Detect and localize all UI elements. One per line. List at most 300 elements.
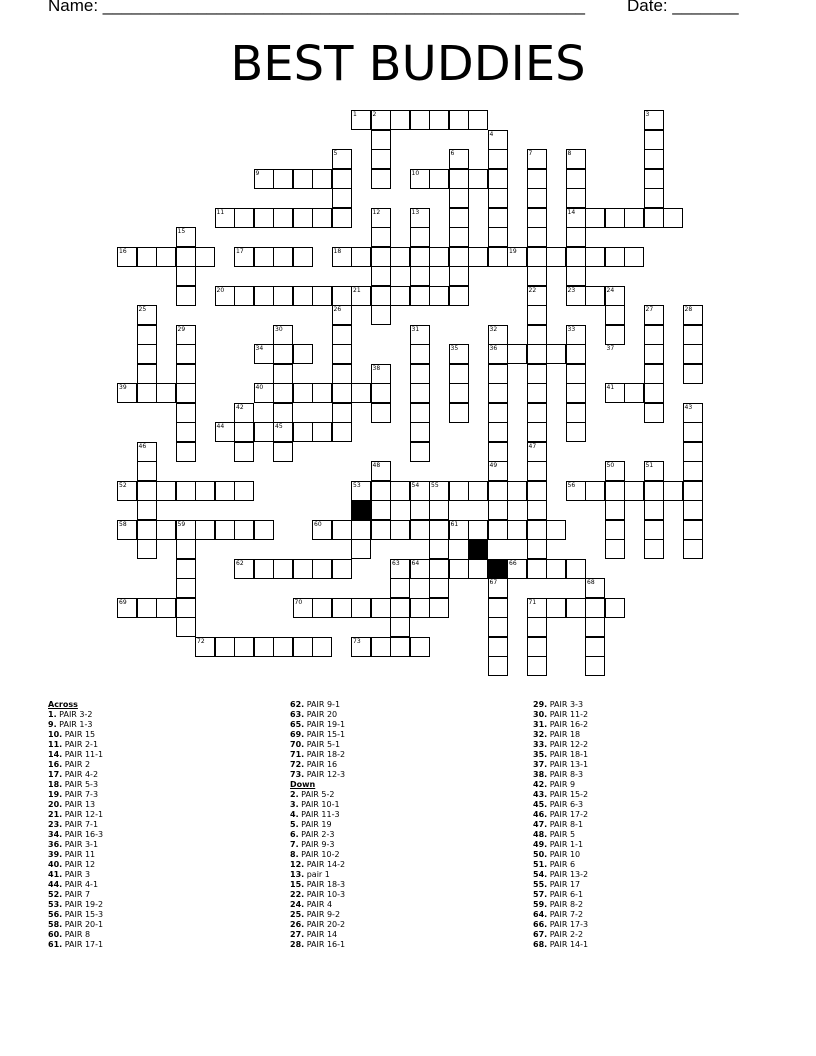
grid-cell[interactable] bbox=[488, 364, 508, 384]
grid-cell[interactable] bbox=[546, 559, 566, 579]
grid-cell[interactable] bbox=[683, 422, 703, 442]
grid-cell[interactable] bbox=[507, 559, 527, 579]
grid-cell[interactable] bbox=[566, 286, 586, 306]
grid-cell[interactable] bbox=[371, 637, 391, 657]
grid-cell[interactable] bbox=[293, 344, 313, 364]
grid-cell[interactable] bbox=[585, 247, 605, 267]
grid-cell[interactable] bbox=[215, 286, 235, 306]
grid-cell[interactable] bbox=[371, 227, 391, 247]
grid-cell[interactable] bbox=[234, 442, 254, 462]
grid-cell[interactable] bbox=[332, 325, 352, 345]
grid-cell[interactable] bbox=[644, 344, 664, 364]
grid-cell[interactable] bbox=[390, 247, 410, 267]
grid-cell[interactable] bbox=[234, 403, 254, 423]
grid-cell[interactable] bbox=[176, 344, 196, 364]
grid-cell[interactable] bbox=[273, 559, 293, 579]
grid-cell[interactable] bbox=[351, 110, 371, 130]
grid-cell[interactable] bbox=[371, 305, 391, 325]
grid-cell[interactable] bbox=[410, 266, 430, 286]
grid-cell[interactable] bbox=[468, 110, 488, 130]
grid-cell[interactable] bbox=[137, 364, 157, 384]
grid-cell[interactable] bbox=[566, 325, 586, 345]
grid-cell[interactable] bbox=[234, 247, 254, 267]
grid-cell[interactable] bbox=[449, 169, 469, 189]
grid-cell[interactable] bbox=[273, 442, 293, 462]
grid-cell[interactable] bbox=[488, 422, 508, 442]
grid-cell[interactable] bbox=[410, 169, 430, 189]
grid-cell[interactable] bbox=[254, 247, 274, 267]
grid-cell[interactable] bbox=[527, 305, 547, 325]
grid-cell[interactable] bbox=[293, 559, 313, 579]
grid-cell[interactable] bbox=[156, 481, 176, 501]
grid-cell[interactable] bbox=[488, 656, 508, 676]
grid-cell[interactable] bbox=[332, 364, 352, 384]
grid-cell[interactable] bbox=[644, 500, 664, 520]
grid-cell[interactable] bbox=[566, 403, 586, 423]
grid-cell[interactable] bbox=[410, 481, 430, 501]
grid-cell[interactable] bbox=[195, 481, 215, 501]
grid-cell[interactable] bbox=[293, 422, 313, 442]
grid-cell[interactable] bbox=[449, 344, 469, 364]
grid-cell[interactable] bbox=[644, 325, 664, 345]
grid-cell[interactable] bbox=[117, 247, 137, 267]
grid-cell[interactable] bbox=[488, 227, 508, 247]
grid-cell[interactable] bbox=[449, 266, 469, 286]
grid-cell[interactable] bbox=[390, 110, 410, 130]
grid-cell[interactable] bbox=[176, 520, 196, 540]
grid-cell[interactable] bbox=[683, 344, 703, 364]
grid-cell[interactable] bbox=[390, 559, 410, 579]
grid-cell[interactable] bbox=[410, 422, 430, 442]
grid-cell[interactable] bbox=[566, 169, 586, 189]
grid-cell[interactable] bbox=[683, 403, 703, 423]
grid-cell[interactable] bbox=[137, 481, 157, 501]
grid-cell[interactable] bbox=[332, 598, 352, 618]
grid-cell[interactable] bbox=[468, 247, 488, 267]
grid-cell[interactable] bbox=[527, 364, 547, 384]
grid-cell[interactable] bbox=[371, 130, 391, 150]
grid-cell[interactable] bbox=[234, 559, 254, 579]
grid-cell[interactable] bbox=[488, 344, 508, 364]
grid-cell[interactable] bbox=[566, 247, 586, 267]
grid-cell[interactable] bbox=[449, 149, 469, 169]
grid-cell[interactable] bbox=[293, 383, 313, 403]
grid-cell[interactable] bbox=[546, 344, 566, 364]
grid-cell[interactable] bbox=[137, 500, 157, 520]
grid-cell[interactable] bbox=[117, 520, 137, 540]
grid-cell[interactable] bbox=[273, 383, 293, 403]
grid-cell[interactable] bbox=[488, 461, 508, 481]
grid-cell[interactable] bbox=[351, 481, 371, 501]
grid-cell[interactable] bbox=[410, 247, 430, 267]
grid-cell[interactable] bbox=[527, 442, 547, 462]
grid-cell[interactable] bbox=[293, 637, 313, 657]
grid-cell[interactable] bbox=[137, 325, 157, 345]
grid-cell[interactable] bbox=[371, 169, 391, 189]
grid-cell[interactable] bbox=[332, 344, 352, 364]
grid-cell[interactable] bbox=[312, 559, 332, 579]
grid-cell[interactable] bbox=[527, 403, 547, 423]
grid-cell[interactable] bbox=[546, 247, 566, 267]
grid-cell[interactable] bbox=[566, 208, 586, 228]
grid-cell[interactable] bbox=[351, 286, 371, 306]
grid-cell[interactable] bbox=[156, 520, 176, 540]
grid-cell[interactable] bbox=[527, 637, 547, 657]
grid-cell[interactable] bbox=[176, 247, 196, 267]
grid-cell[interactable] bbox=[410, 364, 430, 384]
grid-cell[interactable] bbox=[527, 169, 547, 189]
grid-cell[interactable] bbox=[429, 578, 449, 598]
grid-cell[interactable] bbox=[176, 559, 196, 579]
grid-cell[interactable] bbox=[273, 247, 293, 267]
grid-cell[interactable] bbox=[176, 227, 196, 247]
grid-cell[interactable] bbox=[488, 598, 508, 618]
grid-cell[interactable] bbox=[176, 578, 196, 598]
grid-cell[interactable] bbox=[254, 383, 274, 403]
grid-cell[interactable] bbox=[507, 520, 527, 540]
grid-cell[interactable] bbox=[644, 403, 664, 423]
grid-cell[interactable] bbox=[605, 500, 625, 520]
grid-cell[interactable] bbox=[585, 637, 605, 657]
grid-cell[interactable] bbox=[644, 208, 664, 228]
grid-cell[interactable] bbox=[332, 188, 352, 208]
grid-cell[interactable] bbox=[644, 130, 664, 150]
grid-cell[interactable] bbox=[176, 383, 196, 403]
grid-cell[interactable] bbox=[410, 227, 430, 247]
grid-cell[interactable] bbox=[234, 637, 254, 657]
grid-cell[interactable] bbox=[527, 286, 547, 306]
grid-cell[interactable] bbox=[488, 188, 508, 208]
grid-cell[interactable] bbox=[351, 637, 371, 657]
grid-cell[interactable] bbox=[527, 188, 547, 208]
grid-cell[interactable] bbox=[312, 598, 332, 618]
grid-cell[interactable] bbox=[176, 598, 196, 618]
grid-cell[interactable] bbox=[410, 442, 430, 462]
grid-cell[interactable] bbox=[488, 520, 508, 540]
grid-cell[interactable] bbox=[176, 617, 196, 637]
grid-cell[interactable] bbox=[137, 539, 157, 559]
grid-cell[interactable] bbox=[624, 383, 644, 403]
grid-cell[interactable] bbox=[332, 286, 352, 306]
grid-cell[interactable] bbox=[468, 520, 488, 540]
grid-cell[interactable] bbox=[644, 364, 664, 384]
grid-cell[interactable] bbox=[644, 461, 664, 481]
grid-cell[interactable] bbox=[254, 559, 274, 579]
grid-cell[interactable] bbox=[488, 130, 508, 150]
grid-cell[interactable] bbox=[449, 227, 469, 247]
grid-cell[interactable] bbox=[351, 383, 371, 403]
grid-cell[interactable] bbox=[156, 247, 176, 267]
grid-cell[interactable] bbox=[234, 208, 254, 228]
grid-cell[interactable] bbox=[683, 461, 703, 481]
grid-cell[interactable] bbox=[546, 598, 566, 618]
grid-cell[interactable] bbox=[410, 520, 430, 540]
grid-cell[interactable] bbox=[332, 520, 352, 540]
grid-cell[interactable] bbox=[527, 500, 547, 520]
grid-cell[interactable] bbox=[410, 325, 430, 345]
grid-cell[interactable] bbox=[371, 461, 391, 481]
grid-cell[interactable] bbox=[527, 227, 547, 247]
grid-cell[interactable] bbox=[527, 539, 547, 559]
grid-cell[interactable] bbox=[585, 208, 605, 228]
grid-cell[interactable] bbox=[527, 617, 547, 637]
grid-cell[interactable] bbox=[390, 286, 410, 306]
grid-cell[interactable] bbox=[605, 286, 625, 306]
grid-cell[interactable] bbox=[429, 559, 449, 579]
grid-cell[interactable] bbox=[527, 383, 547, 403]
grid-cell[interactable] bbox=[468, 481, 488, 501]
grid-cell[interactable] bbox=[371, 383, 391, 403]
grid-cell[interactable] bbox=[585, 286, 605, 306]
grid-cell[interactable] bbox=[312, 208, 332, 228]
grid-cell[interactable] bbox=[449, 247, 469, 267]
grid-cell[interactable] bbox=[644, 520, 664, 540]
grid-cell[interactable] bbox=[273, 422, 293, 442]
grid-cell[interactable] bbox=[449, 286, 469, 306]
grid-cell[interactable] bbox=[273, 637, 293, 657]
grid-cell[interactable] bbox=[605, 305, 625, 325]
grid-cell[interactable] bbox=[234, 520, 254, 540]
grid-cell[interactable] bbox=[429, 500, 449, 520]
grid-cell[interactable] bbox=[410, 559, 430, 579]
grid-cell[interactable] bbox=[683, 481, 703, 501]
grid-cell[interactable] bbox=[195, 520, 215, 540]
grid-cell[interactable] bbox=[215, 637, 235, 657]
grid-cell[interactable] bbox=[273, 325, 293, 345]
grid-cell[interactable] bbox=[254, 344, 274, 364]
grid-cell[interactable] bbox=[215, 481, 235, 501]
grid-cell[interactable] bbox=[312, 422, 332, 442]
grid-cell[interactable] bbox=[410, 208, 430, 228]
grid-cell[interactable] bbox=[449, 110, 469, 130]
grid-cell[interactable] bbox=[468, 559, 488, 579]
grid-cell[interactable] bbox=[527, 266, 547, 286]
grid-cell[interactable] bbox=[254, 520, 274, 540]
grid-cell[interactable] bbox=[566, 227, 586, 247]
grid-cell[interactable] bbox=[332, 383, 352, 403]
grid-cell[interactable] bbox=[117, 383, 137, 403]
grid-cell[interactable] bbox=[273, 403, 293, 423]
grid-cell[interactable] bbox=[176, 266, 196, 286]
grid-cell[interactable] bbox=[644, 481, 664, 501]
grid-cell[interactable] bbox=[215, 422, 235, 442]
grid-cell[interactable] bbox=[332, 403, 352, 423]
grid-cell[interactable] bbox=[273, 344, 293, 364]
grid-cell[interactable] bbox=[449, 364, 469, 384]
grid-cell[interactable] bbox=[468, 169, 488, 189]
grid-cell[interactable] bbox=[137, 383, 157, 403]
grid-cell[interactable] bbox=[312, 637, 332, 657]
grid-cell[interactable] bbox=[624, 247, 644, 267]
grid-cell[interactable] bbox=[566, 149, 586, 169]
grid-cell[interactable] bbox=[527, 461, 547, 481]
grid-cell[interactable] bbox=[273, 364, 293, 384]
grid-cell[interactable] bbox=[410, 344, 430, 364]
grid-cell[interactable] bbox=[332, 305, 352, 325]
grid-cell[interactable] bbox=[410, 637, 430, 657]
grid-cell[interactable] bbox=[566, 598, 586, 618]
grid-cell[interactable] bbox=[429, 247, 449, 267]
grid-cell[interactable] bbox=[527, 422, 547, 442]
grid-cell[interactable] bbox=[332, 149, 352, 169]
grid-cell[interactable] bbox=[605, 481, 625, 501]
grid-cell[interactable] bbox=[312, 286, 332, 306]
grid-cell[interactable] bbox=[488, 637, 508, 657]
grid-cell[interactable] bbox=[371, 286, 391, 306]
grid-cell[interactable] bbox=[254, 422, 274, 442]
grid-cell[interactable] bbox=[449, 481, 469, 501]
grid-cell[interactable] bbox=[566, 481, 586, 501]
grid-cell[interactable] bbox=[605, 325, 625, 345]
grid-cell[interactable] bbox=[449, 403, 469, 423]
grid-cell[interactable] bbox=[176, 286, 196, 306]
grid-cell[interactable] bbox=[429, 481, 449, 501]
grid-cell[interactable] bbox=[273, 169, 293, 189]
grid-cell[interactable] bbox=[507, 481, 527, 501]
grid-cell[interactable] bbox=[117, 481, 137, 501]
grid-cell[interactable] bbox=[488, 383, 508, 403]
grid-cell[interactable] bbox=[449, 188, 469, 208]
grid-cell[interactable] bbox=[332, 169, 352, 189]
grid-cell[interactable] bbox=[234, 286, 254, 306]
grid-cell[interactable] bbox=[683, 305, 703, 325]
grid-cell[interactable] bbox=[293, 208, 313, 228]
grid-cell[interactable] bbox=[566, 383, 586, 403]
grid-cell[interactable] bbox=[254, 169, 274, 189]
grid-cell[interactable] bbox=[585, 578, 605, 598]
grid-cell[interactable] bbox=[254, 637, 274, 657]
grid-cell[interactable] bbox=[488, 169, 508, 189]
grid-cell[interactable] bbox=[527, 481, 547, 501]
grid-cell[interactable] bbox=[429, 520, 449, 540]
grid-cell[interactable] bbox=[234, 481, 254, 501]
grid-cell[interactable] bbox=[215, 208, 235, 228]
grid-cell[interactable] bbox=[488, 500, 508, 520]
grid-cell[interactable] bbox=[488, 481, 508, 501]
grid-cell[interactable] bbox=[371, 364, 391, 384]
grid-cell[interactable] bbox=[156, 383, 176, 403]
grid-cell[interactable] bbox=[566, 344, 586, 364]
grid-cell[interactable] bbox=[605, 247, 625, 267]
grid-cell[interactable] bbox=[312, 383, 332, 403]
grid-cell[interactable] bbox=[137, 598, 157, 618]
grid-cell[interactable] bbox=[605, 598, 625, 618]
grid-cell[interactable] bbox=[605, 520, 625, 540]
grid-cell[interactable] bbox=[410, 110, 430, 130]
grid-cell[interactable] bbox=[527, 247, 547, 267]
grid-cell[interactable] bbox=[293, 247, 313, 267]
grid-cell[interactable] bbox=[644, 188, 664, 208]
grid-cell[interactable] bbox=[644, 169, 664, 189]
grid-cell[interactable] bbox=[332, 247, 352, 267]
grid-cell[interactable] bbox=[332, 422, 352, 442]
grid-cell[interactable] bbox=[488, 578, 508, 598]
grid-cell[interactable] bbox=[176, 325, 196, 345]
grid-cell[interactable] bbox=[605, 539, 625, 559]
grid-cell[interactable] bbox=[663, 208, 683, 228]
grid-cell[interactable] bbox=[410, 383, 430, 403]
grid-cell[interactable] bbox=[371, 208, 391, 228]
grid-cell[interactable] bbox=[351, 539, 371, 559]
grid-cell[interactable] bbox=[137, 520, 157, 540]
grid-cell[interactable] bbox=[644, 383, 664, 403]
grid-cell[interactable] bbox=[293, 598, 313, 618]
grid-cell[interactable] bbox=[410, 598, 430, 618]
grid-cell[interactable] bbox=[195, 637, 215, 657]
grid-cell[interactable] bbox=[527, 208, 547, 228]
grid-cell[interactable] bbox=[137, 442, 157, 462]
grid-cell[interactable] bbox=[605, 383, 625, 403]
grid-cell[interactable] bbox=[644, 305, 664, 325]
grid-cell[interactable] bbox=[254, 208, 274, 228]
grid-cell[interactable] bbox=[156, 598, 176, 618]
grid-cell[interactable] bbox=[566, 422, 586, 442]
grid-cell[interactable] bbox=[644, 539, 664, 559]
grid-cell[interactable] bbox=[527, 344, 547, 364]
grid-cell[interactable] bbox=[390, 481, 410, 501]
grid-cell[interactable] bbox=[585, 481, 605, 501]
grid-cell[interactable] bbox=[585, 598, 605, 618]
grid-cell[interactable] bbox=[176, 539, 196, 559]
grid-cell[interactable] bbox=[117, 598, 137, 618]
grid-cell[interactable] bbox=[215, 520, 235, 540]
grid-cell[interactable] bbox=[449, 559, 469, 579]
grid-cell[interactable] bbox=[273, 286, 293, 306]
grid-cell[interactable] bbox=[663, 481, 683, 501]
grid-cell[interactable] bbox=[293, 169, 313, 189]
grid-cell[interactable] bbox=[176, 422, 196, 442]
grid-cell[interactable] bbox=[371, 500, 391, 520]
grid-cell[interactable] bbox=[585, 617, 605, 637]
grid-cell[interactable] bbox=[507, 344, 527, 364]
grid-cell[interactable] bbox=[527, 325, 547, 345]
grid-cell[interactable] bbox=[371, 266, 391, 286]
grid-cell[interactable] bbox=[566, 364, 586, 384]
grid-cell[interactable] bbox=[449, 383, 469, 403]
grid-cell[interactable] bbox=[683, 520, 703, 540]
grid-cell[interactable] bbox=[351, 520, 371, 540]
grid-cell[interactable] bbox=[176, 442, 196, 462]
grid-cell[interactable] bbox=[624, 481, 644, 501]
grid-cell[interactable] bbox=[605, 461, 625, 481]
grid-cell[interactable] bbox=[605, 208, 625, 228]
grid-cell[interactable] bbox=[390, 637, 410, 657]
grid-cell[interactable] bbox=[488, 325, 508, 345]
grid-cell[interactable] bbox=[683, 364, 703, 384]
grid-cell[interactable] bbox=[488, 247, 508, 267]
grid-cell[interactable] bbox=[371, 403, 391, 423]
grid-cell[interactable] bbox=[176, 364, 196, 384]
grid-cell[interactable] bbox=[546, 520, 566, 540]
grid-cell[interactable] bbox=[585, 656, 605, 676]
grid-cell[interactable] bbox=[449, 208, 469, 228]
grid-cell[interactable] bbox=[254, 286, 274, 306]
grid-cell[interactable] bbox=[371, 149, 391, 169]
grid-cell[interactable] bbox=[429, 169, 449, 189]
grid-cell[interactable] bbox=[488, 403, 508, 423]
grid-cell[interactable] bbox=[410, 403, 430, 423]
grid-cell[interactable] bbox=[507, 247, 527, 267]
grid-cell[interactable] bbox=[137, 247, 157, 267]
grid-cell[interactable] bbox=[137, 305, 157, 325]
grid-cell[interactable] bbox=[566, 559, 586, 579]
grid-cell[interactable] bbox=[429, 598, 449, 618]
grid-cell[interactable] bbox=[176, 403, 196, 423]
grid-cell[interactable] bbox=[566, 188, 586, 208]
grid-cell[interactable] bbox=[488, 442, 508, 462]
grid-cell[interactable] bbox=[371, 247, 391, 267]
grid-cell[interactable] bbox=[273, 208, 293, 228]
